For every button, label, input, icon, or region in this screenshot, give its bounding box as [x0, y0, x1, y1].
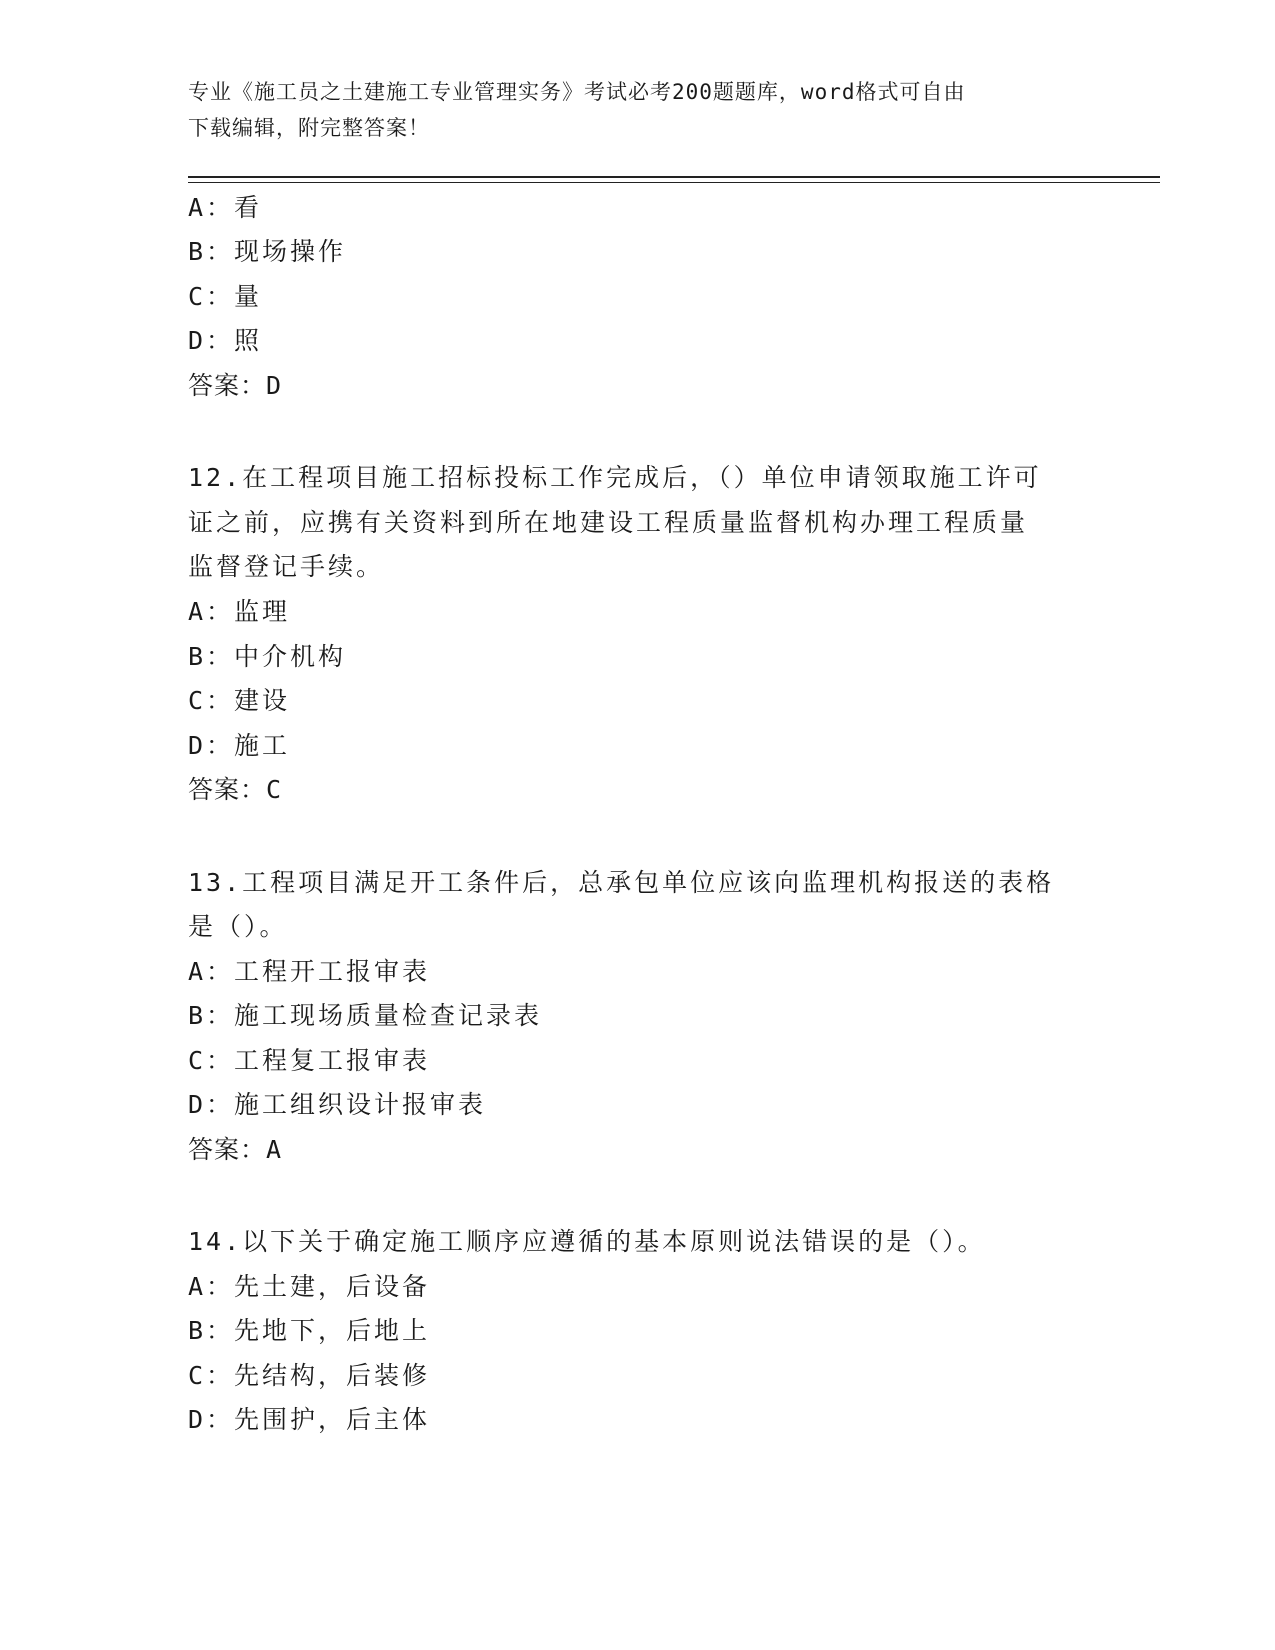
q12-text-line-1: 12.在工程项目施工招标投标工作完成后，（）单位申请领取施工许可: [188, 463, 1042, 492]
q13-option-d: D：施工组织设计报审表: [188, 1090, 487, 1119]
header-line-1: 专业《施工员之土建施工专业管理实务》考试必考200题题库，word格式可自由: [188, 80, 966, 104]
q12-option-d: D：施工: [188, 731, 291, 760]
q13-option-c: C：工程复工报审表: [188, 1046, 431, 1075]
q12-text-line-3: 监督登记手续。: [188, 552, 385, 581]
q12-option-a: A：监理: [188, 597, 291, 626]
header-divider-thin: [188, 182, 1160, 183]
q12-answer: 答案：C: [188, 775, 283, 804]
q11-option-a: A：看: [188, 193, 263, 222]
q13-text-line-2: 是（）。: [188, 912, 288, 941]
q12-text-line-2: 证之前，应携有关资料到所在地建设工程质量监督机构办理工程质量: [188, 508, 1029, 537]
q11-answer: 答案：D: [188, 371, 283, 400]
q11-option-c: C：量: [188, 282, 263, 311]
q13-option-a: A：工程开工报审表: [188, 957, 431, 986]
q14-option-c: C：先结构，后装修: [188, 1361, 431, 1390]
q11-option-b: B：现场操作: [188, 237, 347, 266]
document-header: [188, 74, 1068, 146]
q13-option-b: B：施工现场质量检查记录表: [188, 1001, 543, 1030]
header-line-2: 下载编辑，附完整答案！: [188, 116, 430, 140]
q11-option-d: D：照: [188, 326, 263, 355]
q12-option-b: B：中介机构: [188, 642, 347, 671]
q13-text-line-1: 13.工程项目满足开工条件后，总承包单位应该向监理机构报送的表格: [188, 868, 1055, 897]
q14-text-line-1: 14.以下关于确定施工顺序应遵循的基本原则说法错误的是（）。: [188, 1227, 986, 1256]
q12-option-c: C：建设: [188, 686, 291, 715]
q14-option-d: D：先围护，后主体: [188, 1405, 431, 1434]
header-divider-thick: [188, 176, 1160, 178]
q13-answer: 答案：A: [188, 1135, 283, 1164]
q14-option-a: A：先土建，后设备: [188, 1272, 431, 1301]
q14-option-b: B：先地下，后地上: [188, 1316, 431, 1345]
